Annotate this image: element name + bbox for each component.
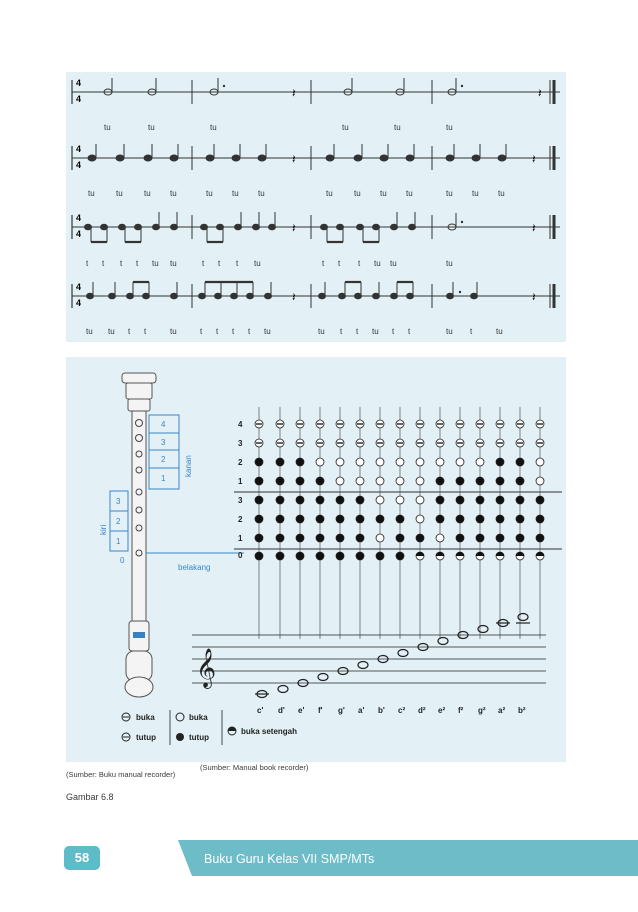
svg-text:4: 4 [76,144,82,154]
fingering-chart [66,357,566,762]
left-hole-number: 1 [116,537,121,546]
fingering-dot [376,458,384,466]
fingering-dot [436,534,444,542]
fingering-dot [356,496,364,504]
syllable: tu [394,123,401,132]
fingering-dot [396,477,404,485]
fingering-dot [456,534,464,542]
syllable: t [340,327,343,336]
fingering-dot [536,458,544,466]
syllable: tu [170,327,177,336]
note-names [257,706,526,715]
thumb-hole-number: 0 [120,556,125,565]
svg-text:𝄽: 𝄽 [538,86,542,100]
syllable: tu [144,189,151,198]
fingering-dot [456,477,464,485]
source-caption-center: (Sumber: Manual book recorder) [200,763,309,772]
note-name: e' [298,706,305,715]
fingering-dot [336,534,344,542]
fingering-dot [476,477,484,485]
note-name: d² [418,706,426,715]
staff-notes [255,614,530,698]
fingering-dot [436,477,444,485]
fingering-dot [516,496,524,504]
fingering-dot [356,477,364,485]
fingering-dot [476,496,484,504]
fingering-dot [296,552,304,560]
right-hole-number: 3 [161,438,166,447]
fingering-dot [496,534,504,542]
note-name: f² [458,706,464,715]
note-name: d' [278,706,285,715]
syllable: tu [254,259,261,268]
syllable: tu [88,189,95,198]
fingering-dot [476,534,484,542]
fingering-dot [376,534,384,542]
syllable: t [120,259,123,268]
rhythm-exercise-panel [66,72,566,342]
syllable: t [392,327,395,336]
syllable: tu [148,123,155,132]
row-label: 3 [238,439,243,448]
half-hole-mark [456,552,464,556]
recorder-illustration [122,373,156,697]
legend-closed: tutup [189,733,209,742]
svg-text:4: 4 [76,282,82,292]
fingering-dot [476,515,484,523]
fingering-dot [296,477,304,485]
fingering-dot [496,458,504,466]
syllable: t [356,327,359,336]
fingering-dot [396,515,404,523]
note-name: e² [438,706,446,715]
note-name: b² [518,706,526,715]
recorder-fingering-panel [66,357,566,762]
right-hole-number: 2 [161,455,166,464]
syllable: tu [446,189,453,198]
fingering-dot [416,477,424,485]
syllable: tu [206,189,213,198]
fingering-dot [476,458,484,466]
fingering-dot [255,552,263,560]
fingering-dot [356,458,364,466]
note-name: c' [257,706,264,715]
syllable: tu [232,189,239,198]
fingering-dot [276,552,284,560]
row-label: 0 [238,551,243,560]
fingering-dot [416,534,424,542]
row-label: 1 [238,534,243,543]
fingering-dot [255,515,263,523]
syllable: t [144,327,147,336]
fingering-dot [376,552,384,560]
fingering-dot [356,515,364,523]
fingering-dot [296,515,304,523]
row-label: 2 [238,515,243,524]
syllable: t [470,327,473,336]
source-caption-left: (Sumber: Buku manual recorder) [66,770,176,779]
note-name: a' [358,706,365,715]
fingering-dot [316,534,324,542]
row-label: 2 [238,458,243,467]
fingering-dot [255,458,263,466]
svg-text:𝄽: 𝄽 [292,86,296,100]
fingering-dot [276,496,284,504]
syllable: t [338,259,341,268]
time-sig-top: 4 [76,78,82,88]
fingering-dot [516,515,524,523]
svg-text:4: 4 [76,229,82,239]
fingering-dot [396,458,404,466]
row-label: 3 [238,496,243,505]
syllable: t [216,327,219,336]
fingering-dot [436,496,444,504]
syllable: tu [496,327,503,336]
legend-half: buka setengah [241,727,298,736]
syllable: t [200,327,203,336]
syllable: tu [152,259,159,268]
fingering-dot [276,515,284,523]
syllable: tu [342,123,349,132]
figure-caption: Gambar 6.8 [66,792,114,802]
syllable: tu [446,327,453,336]
fingering-dot [316,458,324,466]
fingering-dot [396,534,404,542]
syllable: t [236,259,239,268]
syllable: tu [170,189,177,198]
fingering-dot [316,515,324,523]
fingering-dot [536,534,544,542]
syllable: tu [108,327,115,336]
half-hole-mark [536,552,544,556]
syllable: tu [446,123,453,132]
syllable: tu [326,189,333,198]
syllable: t [322,259,325,268]
syllable: tu [116,189,123,198]
fingering-dot [356,552,364,560]
syllable: t [358,259,361,268]
fingering-dot [316,477,324,485]
note-name: g' [338,706,345,715]
fingering-dot [416,458,424,466]
fingering-dot [536,515,544,523]
syllable: tu [390,259,397,268]
fingering-dot [336,458,344,466]
fingering-dot [336,552,344,560]
svg-text:𝄽: 𝄽 [292,152,296,166]
left-hole-number: 3 [116,497,121,506]
syllable: t [136,259,139,268]
syllable: tu [372,327,379,336]
half-hole-mark [416,552,424,556]
fingering-dot [376,477,384,485]
fingering-legend [122,710,297,745]
fingering-dot [276,458,284,466]
syllable: tu [264,327,271,336]
right-hole-number: 4 [161,420,166,429]
note-name: b' [378,706,385,715]
syllable: tu [86,327,93,336]
treble-staff [192,635,546,683]
left-hand-label: kiri [99,524,108,535]
fingering-dot [456,515,464,523]
legend-closed-double: tutup [136,733,156,742]
svg-text:𝄽: 𝄽 [532,152,536,166]
syllable: tu [210,123,217,132]
fingering-dot [416,496,424,504]
fingering-dot [516,477,524,485]
right-hole-number: 1 [161,474,166,483]
fingering-dot [296,496,304,504]
fingering-dot [536,477,544,485]
fingering-dot [356,534,364,542]
svg-text:𝄽: 𝄽 [292,290,296,304]
fingering-dot [396,552,404,560]
syllable: tu [498,189,505,198]
legend-open-double: buka [136,713,155,722]
fingering-dot [276,477,284,485]
fingering-dot [336,496,344,504]
fingering-dot [536,496,544,504]
half-hole-mark [516,552,524,556]
fingering-dot [456,458,464,466]
svg-text:4: 4 [76,213,82,223]
left-hole-number: 2 [116,517,121,526]
syllable: t [102,259,105,268]
fingering-dot [336,477,344,485]
back-label: belakang [178,563,211,572]
note-name: g² [478,706,486,715]
fingering-dot [255,477,263,485]
syllable: tu [446,259,453,268]
fingering-dot [496,496,504,504]
svg-text:𝄽: 𝄽 [292,221,296,235]
syllable: tu [472,189,479,198]
fingering-dot [296,458,304,466]
fingering-dot [296,534,304,542]
svg-text:4: 4 [76,298,82,308]
svg-text:𝄽: 𝄽 [532,221,536,235]
fingering-dot [376,515,384,523]
fingering-dot [456,496,464,504]
syllable: tu [104,123,111,132]
syllable: tu [374,259,381,268]
fingering-dot [316,552,324,560]
treble-clef-icon: 𝄞 [196,649,217,687]
half-hole-mark [476,552,484,556]
fingering-dot [255,534,263,542]
syllable: t [86,259,89,268]
syllable: tu [406,189,413,198]
fingering-dot [416,515,424,523]
fingering-dot [316,496,324,504]
half-hole-mark [496,552,504,556]
note-name: c² [398,706,406,715]
fingering-dot [496,515,504,523]
fingering-dot [496,477,504,485]
syllable: t [248,327,251,336]
legend-open: buka [189,713,208,722]
footer-title: Buku Guru Kelas VII SMP/MTs [204,852,375,866]
syllable: t [218,259,221,268]
note-name: a² [498,706,506,715]
syllable: tu [380,189,387,198]
syllable: t [408,327,411,336]
syllable: tu [354,189,361,198]
fingering-grid [234,407,562,639]
syllable: t [202,259,205,268]
row-label: 1 [238,477,243,486]
note-name: f' [318,706,323,715]
syllable: t [128,327,131,336]
fingering-dot [276,534,284,542]
syllable: t [232,327,235,336]
right-hand-label: kanan [184,455,193,477]
fingering-dot [516,534,524,542]
fingering-dot [376,496,384,504]
half-hole-mark [436,552,444,556]
fingering-dot [396,496,404,504]
fingering-dot [436,458,444,466]
fingering-dot [436,515,444,523]
time-sig-bottom: 4 [76,94,82,104]
fingering-dot [516,458,524,466]
syllable: tu [258,189,265,198]
syllable: tu [318,327,325,336]
fingering-dot [336,515,344,523]
svg-text:𝄽: 𝄽 [532,290,536,304]
row-label: 4 [238,420,243,429]
rhythm-notation [66,72,566,342]
page-number: 58 [64,846,100,870]
syllable: tu [170,259,177,268]
svg-text:4: 4 [76,160,82,170]
fingering-dot [255,496,263,504]
